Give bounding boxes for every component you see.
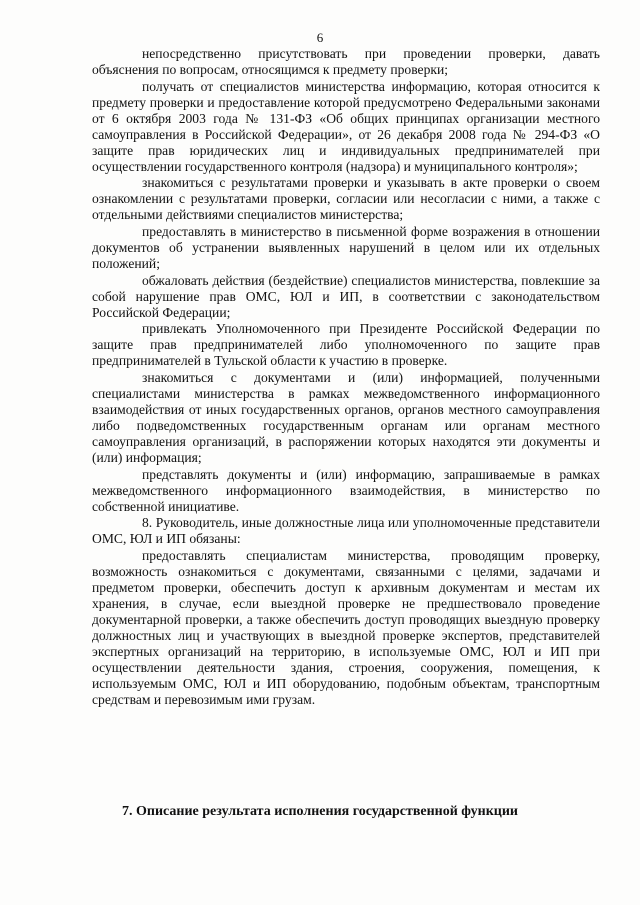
paragraph: знакомиться с результатами проверки и указывать в акте проверки о своем ознакомлении с результатами проверки, согласии или несогласии с ними, а также с отдельными действиями специалистов министерства; bbox=[92, 175, 600, 223]
page-number: 6 bbox=[316, 30, 324, 45]
paragraph-item-8: 8. Руководитель, иные должностные лица или уполномоченные представители ОМС, ЮЛ и ИП обязаны: bbox=[92, 515, 600, 547]
document-body bbox=[92, 46, 600, 708]
paragraph: непосредственно присутствовать при проведении проверки, давать объяснения по вопросам, относящимся к предмету проверки; bbox=[92, 46, 600, 78]
section-heading: 7. Описание результата исполнения государственной функции bbox=[122, 804, 518, 819]
paragraph: предоставлять специалистам министерства, проводящим проверку, возможность ознакомиться с документами, связанными с целями, задачами и предметом проверки, обеспечить доступ к архивным документам и местам их хранения, в случае, если выездной проверке не предшествовало проведение документарной проверки, а также обеспечить доступ проводящих выездную проверку должностных лиц и участвующих в выездной проверке экспертов, представителей экспертных организаций на территорию, в используемые ОМС, ЮЛ и ИП при осуществлении деятельности здания, строения, сооружения, помещения, к используемым ОМС, ЮЛ и ИП оборудованию, подобным объектам, транспортным средствам и перевозимым ими грузам. bbox=[92, 547, 600, 708]
paragraph: предоставлять в министерство в письменной форме возражения в отношении документов об устранении выявленных нарушений в целом или их отдельных положений; bbox=[92, 224, 600, 272]
paragraph: обжаловать действия (бездействие) специалистов министерства, повлекшие за собой нарушение прав ОМС, ЮЛ и ИП, в соответствии с законодательством Российской Федерации; bbox=[92, 272, 600, 320]
paragraph: получать от специалистов министерства информацию, которая относится к предмету проверки и предоставление которой предусмотрено Федеральными законами от 6 октября 2003 года № 131-ФЗ «Об общих принципах организации местного самоуправления в Российской Федерации», от 26 декабря 2008 года № 294-ФЗ «О защите прав юридических лиц и индивидуальных предпринимателей при осуществлении государственного контроля (надзора) и муниципального контроля»; bbox=[92, 78, 600, 174]
paragraph: представлять документы и (или) информацию, запрашиваемые в рамках межведомственного информационного взаимодействия, в министерство по собственной инициативе. bbox=[92, 466, 600, 514]
paragraph: привлекать Уполномоченного при Президенте Российской Федерации по защите прав предпринимателей либо уполномоченного по защите прав предпринимателей в Тульской области к участию в проверке. bbox=[92, 321, 600, 369]
paragraph: знакомиться с документами и (или) информацией, полученными специалистами министерства в рамках межведомственного информационного взаимодействия от иных государственных органов, органов местного самоуправления либо подведомственных государственным органам или органам местного самоуправления организаций, в распоряжении которых находятся эти документы и (или) информация; bbox=[92, 369, 600, 466]
